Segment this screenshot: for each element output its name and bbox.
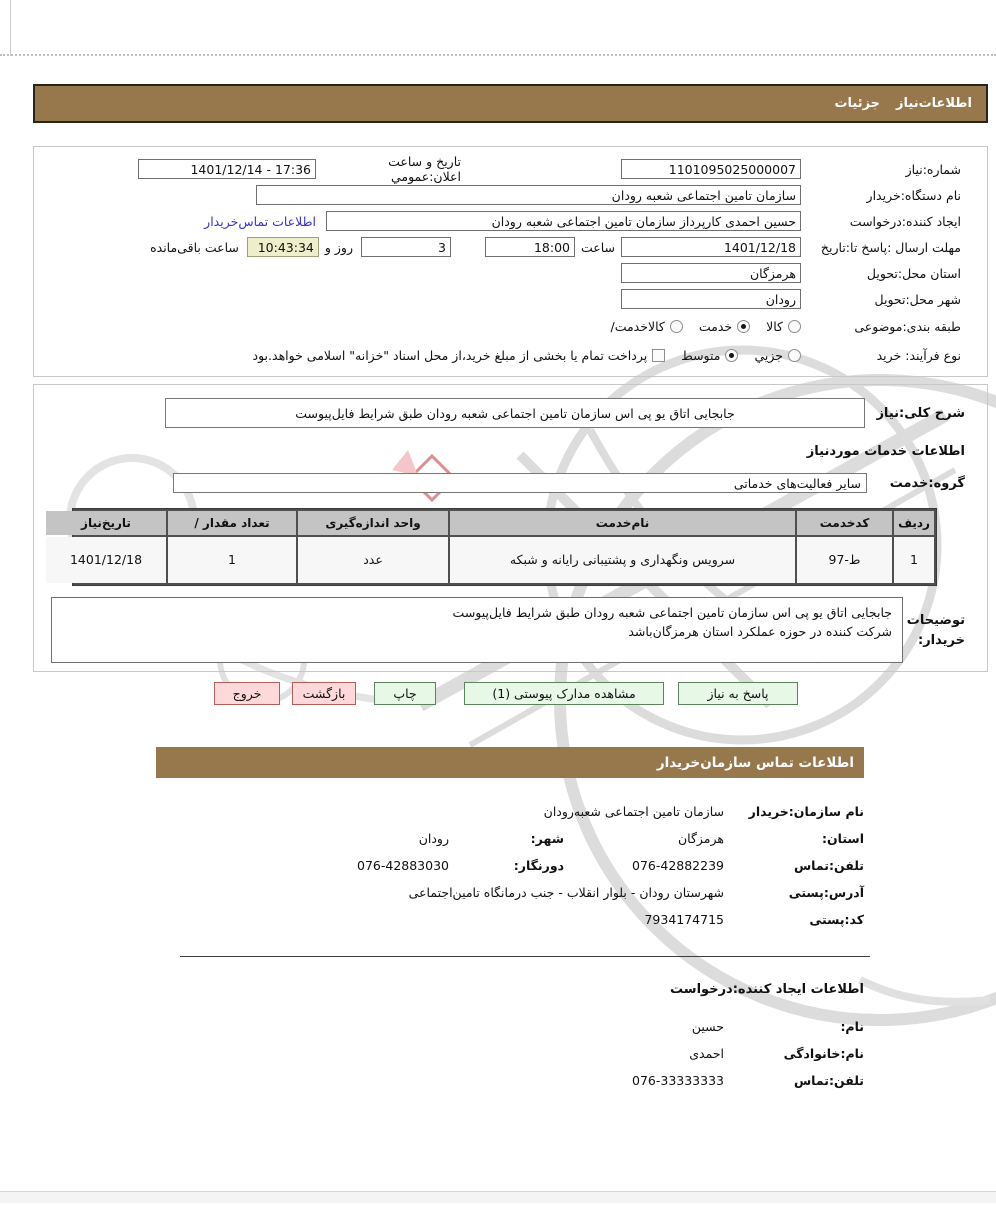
request-creator-label: ایجاد کننده:درخواست	[849, 213, 961, 229]
creator-phone-value: 076-33333333	[632, 1073, 724, 1088]
remaining-days-field[interactable]: 3	[361, 237, 451, 257]
buyer-notes-field[interactable]	[51, 597, 903, 663]
contact-city-label: شهر:	[530, 831, 564, 846]
col-service-code: کدخدمت	[797, 511, 892, 535]
contact-fax-label: دورنگار:	[513, 858, 564, 873]
row-subject-category	[44, 312, 961, 341]
buyer-notes-label-line2: خریدار:	[918, 632, 965, 648]
request-creator-heading: اطلاعات ایجاد کننده:درخواست	[670, 982, 864, 997]
services-table	[69, 508, 937, 586]
postal-address-value: شهرستان رودان - بلوار انقلاب - جنب درمانگاه تامین‌اجتماعی	[408, 885, 724, 900]
radio-option-goods-service[interactable]	[610, 319, 682, 334]
radio-service-label: خدمت	[698, 319, 733, 334]
deadline-date-field[interactable]: 1401/12/18	[621, 237, 801, 257]
bottom-edge-band	[0, 1191, 996, 1203]
days-and-label: روز و	[324, 239, 353, 255]
buyer-notes-line2: شرکت کننده در حوزه عملکرد استان هرمزگان‌باشد	[628, 624, 892, 640]
cell-service-code: ط-97	[797, 537, 892, 583]
need-summary-panel	[33, 146, 988, 377]
radio-option-service[interactable]	[699, 319, 750, 334]
contact-phone-value: 076-42882239	[632, 858, 724, 873]
delivery-city-label: شهر محل:تحویل	[874, 291, 961, 307]
delivery-province-field[interactable]: هرمزگان	[621, 263, 801, 283]
need-number-field[interactable]: 1101095025000007	[621, 159, 801, 179]
row-delivery-city	[44, 286, 961, 312]
need-description-field[interactable]: جابجایی اتاق یو پی اس سازمان تامین اجتماعی شعبه رودان طبق شرایط فایل‌پیوست	[165, 398, 865, 428]
reply-to-need-button[interactable]: پاسخ به نیاز	[678, 682, 798, 705]
announce-datetime-field[interactable]: 1401/12/14 - 17:36	[138, 159, 316, 179]
radio-goods-service-icon[interactable]	[670, 320, 683, 333]
creator-family-name-label: نام:خانوادگی	[783, 1046, 864, 1061]
row-buyer-org	[44, 182, 961, 208]
checkbox-icon[interactable]	[652, 349, 665, 362]
subject-category-label: طبقه بندی:موضوعی	[854, 319, 961, 334]
creator-phone-row	[164, 1067, 864, 1094]
buyer-contact-link[interactable]: اطلاعات تماس‌خریدار	[204, 213, 316, 229]
row-request-creator	[44, 208, 961, 234]
response-deadline-label: مهلت ارسال :پاسخ تا:تاریخ	[820, 239, 961, 255]
purchase-process-label: نوع فرآیند: خرید	[876, 348, 961, 363]
spacer	[164, 1003, 864, 1013]
hours-remaining-label: ساعت باقی‌مانده	[150, 239, 239, 255]
buyer-org-label: نام دستگاه:خریدار	[866, 187, 961, 203]
buyer-contact-block	[164, 798, 864, 933]
dotted-separator	[0, 54, 996, 56]
tab-need-info[interactable]: اطلاعات‌نیاز	[896, 96, 972, 111]
radio-minor-label: جزیي	[754, 348, 783, 363]
exit-button[interactable]: خروج	[214, 682, 280, 705]
postal-code-label: کد:پستی	[809, 912, 864, 927]
delivery-province-label: استان محل:تحویل	[866, 265, 961, 281]
buyer-org-field[interactable]: سازمان تامین اجتماعی شعبه رودان	[256, 185, 801, 205]
services-table-header-row	[75, 511, 934, 535]
cell-need-date: 1401/12/18	[46, 537, 166, 583]
contact-address-row	[164, 879, 864, 906]
cell-row-number: 1	[894, 537, 934, 583]
radio-minor-icon[interactable]	[788, 349, 801, 362]
row-buyer-notes	[44, 597, 965, 663]
delivery-city-field[interactable]: رودان	[621, 289, 801, 309]
row-response-deadline	[44, 234, 961, 260]
creator-name-row	[164, 1013, 864, 1040]
request-creator-block	[164, 976, 864, 1094]
service-group-field[interactable]: سایر فعالیت‌های خدماتی	[173, 473, 867, 493]
deadline-time-field[interactable]: 18:00	[485, 237, 575, 257]
col-measure-unit: واحد اندازه‌گیری	[298, 511, 448, 535]
left-border-line	[10, 0, 11, 56]
contact-phone-fax-row	[164, 852, 864, 879]
buyer-notes-label	[903, 597, 965, 663]
view-attachments-button[interactable]: مشاهده مدارک پیوستی (1)	[464, 682, 664, 705]
cell-quantity: 1	[168, 537, 296, 583]
radio-goods-label: کالا	[766, 319, 783, 334]
col-need-date: تاریخ‌نیاز	[46, 511, 166, 535]
col-service-name: نام‌خدمت	[450, 511, 795, 535]
buyer-notes-label-line1: توضیحات	[906, 613, 965, 628]
need-number-label: شماره:نیاز	[905, 161, 961, 177]
row-service-group	[44, 473, 965, 493]
row-purchase-process	[44, 341, 961, 370]
radio-option-minor[interactable]	[754, 348, 801, 363]
contact-city-value: رودان	[418, 831, 449, 846]
radio-goods-icon[interactable]	[788, 320, 801, 333]
col-quantity: تعداد مقدار /	[168, 511, 296, 535]
radio-option-medium[interactable]	[681, 348, 738, 363]
section-divider	[180, 956, 870, 957]
creator-phone-label: تلفن:تماس	[793, 1073, 864, 1088]
services-table-row	[69, 537, 934, 583]
buyer-contact-header-title: اطلاعات تماس سازمان‌خریدار	[656, 754, 854, 771]
contact-province-value: هرمزگان	[677, 831, 724, 846]
creator-first-name-value: حسین	[691, 1019, 724, 1034]
cell-measure-unit: عدد	[298, 537, 448, 583]
buyer-contact-header	[156, 747, 864, 778]
contact-phone-label: تلفن:تماس	[793, 858, 864, 873]
countdown-timer: 10:43:34	[247, 237, 319, 257]
contact-province-city-row	[164, 825, 864, 852]
need-details-panel	[33, 384, 988, 672]
radio-service-icon[interactable]	[737, 320, 750, 333]
col-row-number: ردیف	[894, 511, 934, 535]
radio-medium-label: متوسط	[681, 348, 721, 363]
org-name-value: سازمان تامین اجتماعی شعبه‌رودان	[543, 804, 724, 819]
action-buttons	[33, 682, 988, 705]
org-name-label: نام سازمان:خریدار	[748, 804, 864, 819]
cell-service-name: سرویس ونگهداری و پشتیبانی رایانه و شبکه	[450, 537, 795, 583]
contact-fax-value: 076-42883030	[357, 858, 449, 873]
treasury-payment-label: پرداخت تمام یا بخشی از مبلغ خرید،از محل اسناد "خزانه" اسلامی خواهد.بود	[252, 348, 648, 363]
creator-family-row	[164, 1040, 864, 1067]
creator-first-name-label: نام:	[840, 1019, 864, 1034]
radio-option-goods[interactable]	[766, 319, 801, 334]
contact-province-label: استان:	[821, 831, 864, 846]
announce-datetime-label: تاریخ و ساعت اعلان:عمومي	[388, 154, 461, 184]
row-need-number	[44, 156, 961, 182]
buyer-notes-line1: جابجایی اتاق یو پی اس سازمان تامین اجتماعی شعبه رودان طبق شرایط فایل‌پیوست	[452, 605, 892, 620]
tab-details[interactable]: جزئیات	[834, 96, 881, 111]
radio-medium-icon[interactable]	[725, 349, 738, 362]
print-button[interactable]: چاپ	[374, 682, 436, 705]
contact-postal-code-row	[164, 906, 864, 933]
hour-label: ساعت	[580, 239, 615, 255]
row-delivery-province	[44, 260, 961, 286]
need-description-label: شرح کلی:نیاز	[876, 405, 965, 421]
contact-org-row	[164, 798, 864, 825]
service-group-label: گروه:خدمت	[889, 475, 965, 491]
request-creator-field[interactable]: حسین احمدی کارپرداز سازمان تامین اجتماعی شعبه رودان	[326, 211, 801, 231]
treasury-payment-checkbox[interactable]	[253, 348, 666, 363]
postal-address-label: آدرس:پستی	[788, 885, 864, 900]
row-need-description	[44, 398, 965, 428]
tab-bar	[33, 84, 988, 123]
radio-goods-service-label: کالاخدمت/	[610, 319, 665, 334]
creator-family-name-value: احمدی	[689, 1046, 724, 1061]
postal-code-value: 7934174715	[644, 912, 724, 927]
back-button[interactable]: بازگشت	[292, 682, 356, 705]
required-services-heading: اطلاعات خدمات موردنیاز	[806, 444, 965, 459]
